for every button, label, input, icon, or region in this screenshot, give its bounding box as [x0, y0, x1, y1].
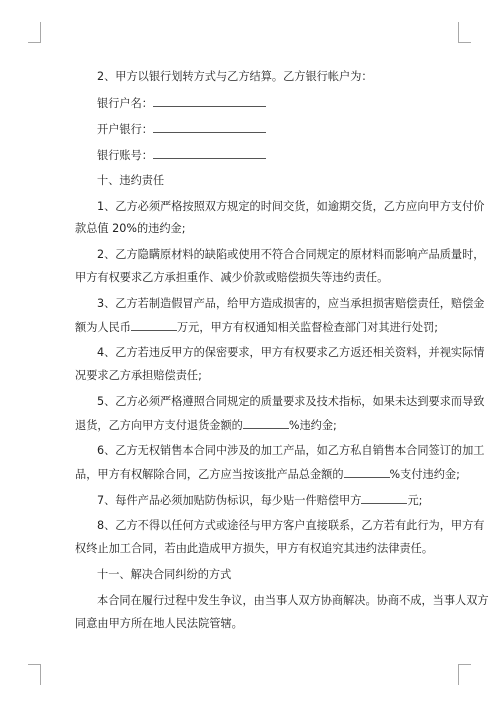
- clause-3-text-b: 万元，甲方有权通知相关监督检查部门对其进行处罚;: [176, 321, 439, 334]
- crop-mark-bottom-left: [28, 664, 41, 685]
- clause-5-text-b: %违约金;: [288, 419, 337, 432]
- clause-8-line-1: 8、乙方不得以任何方式或途径与甲方客户直接联系，乙方若有此行为，甲方有: [97, 519, 485, 532]
- section-heading-breach: 十、违约责任: [97, 174, 165, 187]
- clause-5-text-a: 退货，乙方向甲方支付退货金额的: [75, 419, 243, 432]
- crop-mark-top-right: [458, 22, 471, 43]
- clause-6-text-a: 品，甲方有权解除合同，乙方应当按该批产品总金额的: [75, 468, 344, 481]
- clause-4-line-2: 况要求乙方承担赔偿责任;: [75, 369, 202, 382]
- clause-6-line-2: [75, 467, 460, 482]
- bank-account-name-row: [97, 96, 266, 111]
- clause-2-line-1: 2、乙方隐瞒原材料的缺陷或使用不符合合同规定的原材料而影响产品质量时，: [97, 248, 485, 261]
- bank-name-blank[interactable]: [153, 122, 266, 133]
- crop-mark-top-left: [28, 22, 41, 43]
- paragraph-payment-method: 2、甲方以银行划转方式与乙方结算。乙方银行帐户为：: [97, 70, 373, 83]
- clause-6-percent-blank[interactable]: [344, 467, 390, 478]
- clause-6-line-1: 6、乙方无权销售本合同中涉及的加工产品，如乙方私自销售本合同签订的加工: [97, 444, 485, 457]
- clause-2-line-2: 甲方有权要求乙方承担重作、减少价款或赔偿损失等违约责任。: [75, 271, 389, 284]
- clause-7-text-a: 7、每件产品必须加贴防伪标识，每少贴一件赔偿甲方: [97, 494, 362, 507]
- bank-name-row: [97, 122, 266, 137]
- clause-7-line: [97, 493, 422, 508]
- clause-3-line-1: 3、乙方若制造假冒产品，给甲方造成损害的，应当承担损害赔偿责任，赔偿金: [97, 297, 485, 310]
- clause-3-text-a: 额为人民币: [75, 321, 131, 334]
- dispute-line-2: 同意由甲方所在地人民法院管辖。: [75, 617, 243, 630]
- section-heading-dispute: 十一、解决合同纠纷的方式: [97, 568, 232, 581]
- bank-account-name-label: 银行户名：: [97, 97, 153, 110]
- clause-5-line-2: [75, 418, 337, 433]
- bank-name-label: 开户银行：: [97, 123, 153, 136]
- clause-1-line-1: 1、乙方必须严格按照双方规定的时间交货，如逾期交货，乙方应向甲方支付价: [97, 200, 485, 213]
- clause-6-text-b: %支付违约金;: [389, 468, 460, 481]
- clause-8-line-2: 权终止加工合同，若由此造成甲方损失，甲方有权追究其违约法律责任。: [75, 542, 434, 555]
- bank-account-number-row: [97, 148, 266, 163]
- clause-1-line-2: 款总值 20%的违约金;: [75, 222, 186, 235]
- dispute-line-1: 本合同在履行过程中发生争议，由当事人双方协商解决。协商不成，当事人双方: [97, 594, 489, 607]
- crop-mark-bottom-right: [458, 664, 471, 685]
- bank-account-number-label: 银行账号：: [97, 149, 153, 162]
- clause-4-line-1: 4、乙方若违反甲方的保密要求，甲方有权要求乙方返还相关资料，并视实际情: [97, 346, 485, 359]
- clause-7-amount-blank[interactable]: [361, 493, 407, 504]
- clause-3-line-2: [75, 320, 438, 335]
- clause-3-amount-blank[interactable]: [131, 320, 177, 331]
- clause-5-line-1: 5、乙方必须严格遵照合同规定的质量要求及技术指标，如果未达到要求而导致: [97, 395, 485, 408]
- clause-5-percent-blank[interactable]: [243, 418, 289, 429]
- bank-account-name-blank[interactable]: [153, 96, 266, 107]
- bank-account-number-blank[interactable]: [153, 148, 266, 159]
- clause-7-text-b: 元;: [407, 494, 423, 507]
